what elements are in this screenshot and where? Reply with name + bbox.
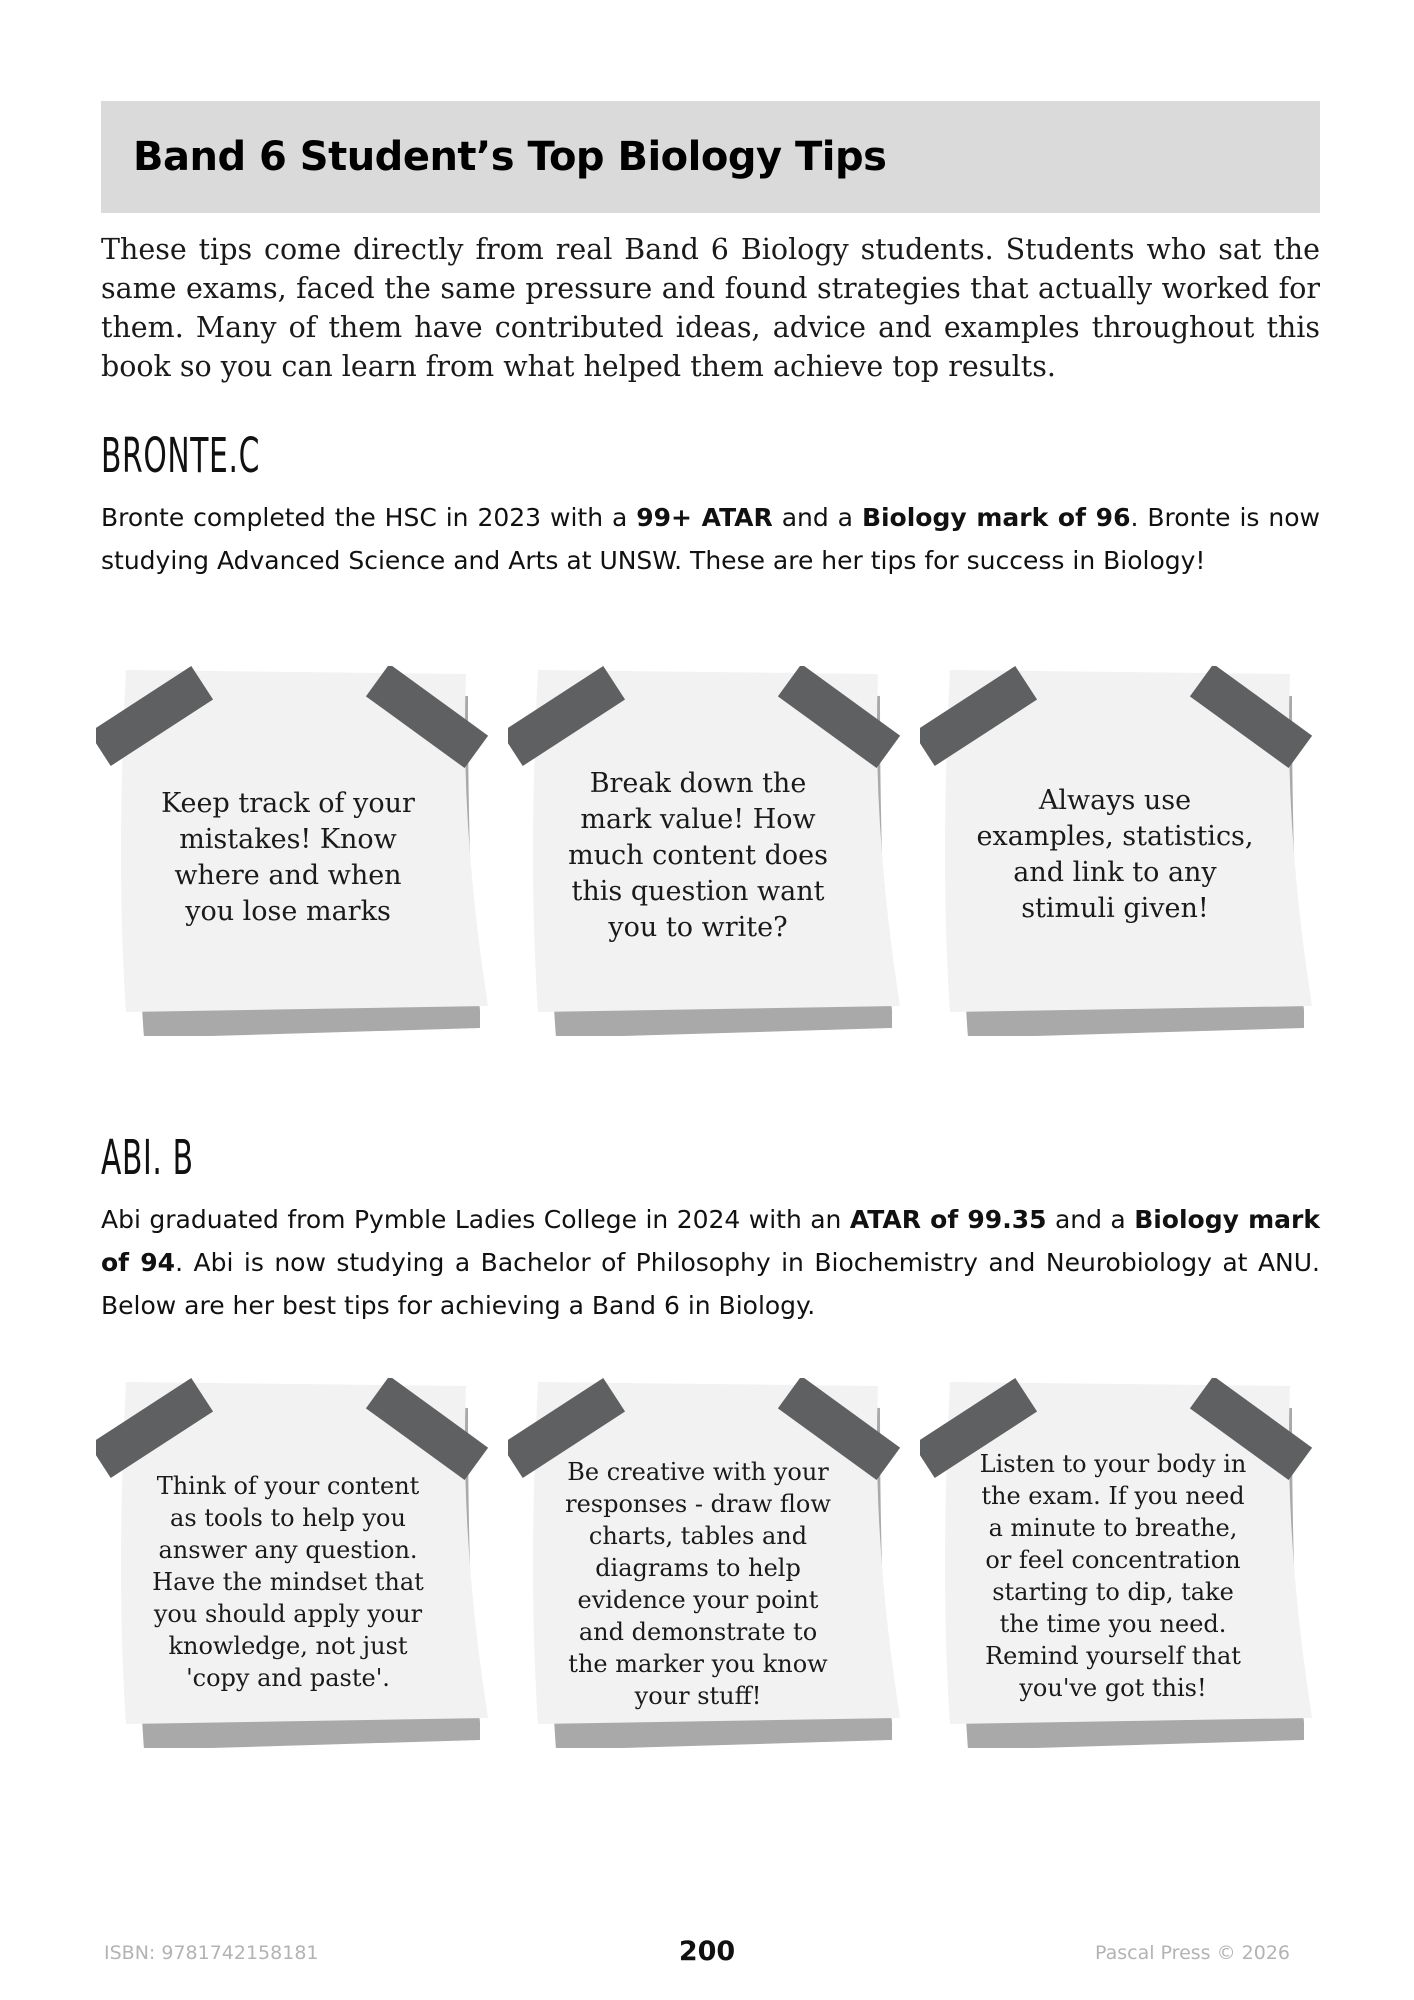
bio-highlight-atar: ATAR of 99.35: [849, 1205, 1047, 1234]
bio-text: and a: [772, 503, 862, 532]
bio-text: Bronte completed the HSC in 2023 with a: [101, 503, 637, 532]
tip-text: Keep track of your mistakes! Know where and when you lose marks: [161, 788, 415, 927]
tip-text: Think of your content as tools to help you answer any question. Have the mindset that you should apply your knowledge, not just 'copy and paste'.: [152, 1472, 424, 1692]
sticky-note: [508, 1378, 900, 1748]
sticky-note: [920, 1378, 1312, 1748]
intro-paragraph: These tips come directly from real Band 6 Biology students. Students who sat the same exams, faced the same pressure and found strategies that actually worked for them. Many of them have contributed ideas, advice and examples throughout this book so you can learn from what helped them achieve top results.: [101, 233, 1320, 383]
page-title: Band 6 Student’s Top Biology Tips: [133, 134, 887, 180]
tip-text: Break down the mark value! How much content does this question want you to write?: [568, 768, 828, 943]
student-bio-abi: [101, 1198, 1320, 1327]
footer-publisher: Pascal Press © 2026: [1095, 1942, 1290, 1964]
footer-isbn: ISBN: 9781742158181: [104, 1942, 319, 1964]
bio-highlight-biology-mark: Biology mark of 96: [861, 503, 1131, 532]
bio-highlight-atar: 99+ ATAR: [636, 503, 773, 532]
student-bio-bronte: [101, 496, 1320, 582]
tip-text: Always use examples, statistics, and link to any stimuli given!: [976, 785, 1254, 924]
title-band: [101, 101, 1320, 213]
sticky-note: [920, 666, 1312, 1036]
tip-text: Be creative with your responses - draw flow charts, tables and diagrams to help evidence your point and demonstrate to the marker you know your stuff!: [565, 1458, 831, 1710]
bio-text: Abi graduated from Pymble Ladies College in 2024 with an: [101, 1205, 850, 1234]
bio-text: . Abi is now studying a Bachelor of Philosophy in Biochemistry and Neurobiology at ANU. Below are her best tips for achieving a Band 6 in Biology.: [101, 1248, 1320, 1320]
sticky-note: [96, 1378, 488, 1748]
tip-text: Listen to your body in the exam. If you need a minute to breathe, or feel concentration starting to dip, take the time you need. Remind yourself that you've got this!: [979, 1450, 1247, 1702]
sticky-note: [96, 666, 488, 1036]
student-name-bronte: BRONTE.C: [101, 428, 260, 484]
bio-text: . Bronte is now studying Advanced Science and Arts at UNSW. These are her tips for success in Biology!: [101, 503, 1320, 575]
student-name-abi: ABI. B: [101, 1130, 194, 1186]
bio-highlight-biology-mark: Biology mark of 94: [101, 1205, 1320, 1277]
page-number: 200: [678, 1936, 736, 1967]
sticky-note: [508, 666, 900, 1036]
bio-text: and a: [1046, 1205, 1135, 1234]
